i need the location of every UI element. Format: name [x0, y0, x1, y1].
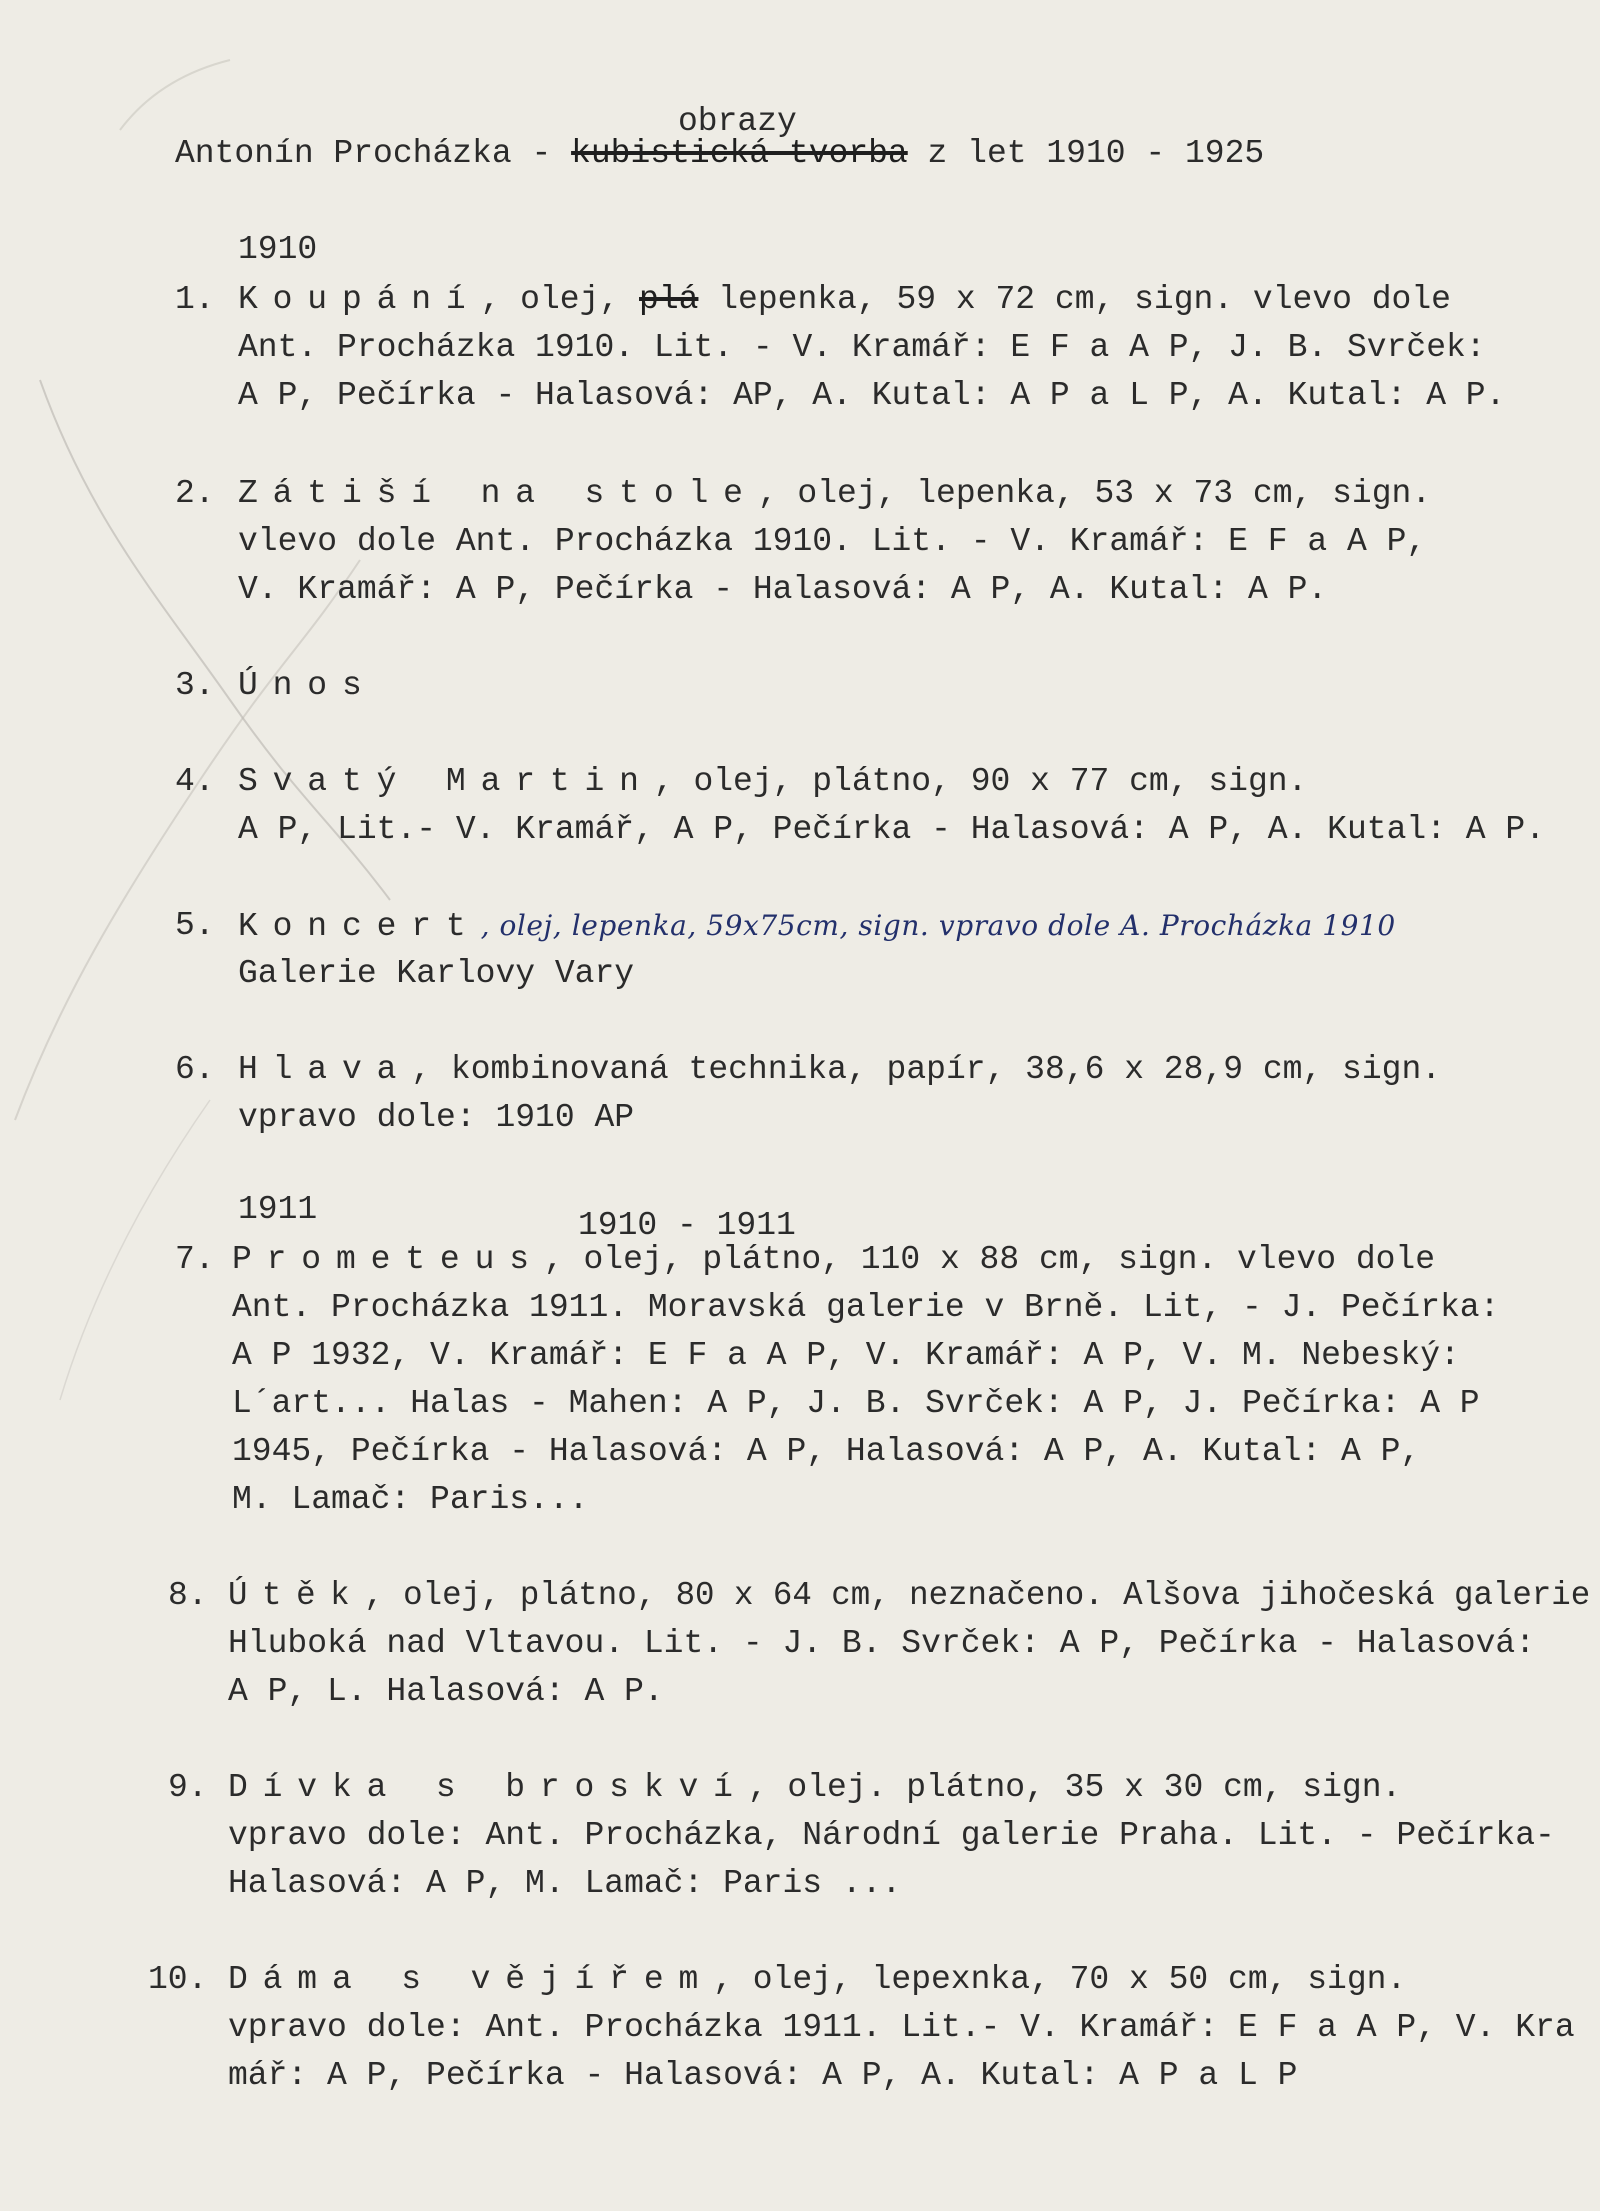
handwritten-annotation: , olej, lepenka, 59x75cm, sign. vpravo dole A. Procházka 1910	[480, 909, 1396, 942]
entry-4-line-1: Svatý Martin, olej, plátno, 90 x 77 cm, sign.	[238, 763, 1308, 800]
entry-number: 10.	[148, 1961, 208, 1998]
entry-title: Útěk	[228, 1577, 365, 1614]
entry-8-line-1: Útěk, olej, plátno, 80 x 64 cm, neznačeno. Alšova jihočeská galerie	[228, 1577, 1591, 1614]
entry-7-line-6: M. Lamač: Paris...	[232, 1481, 589, 1518]
entry-9-line-1: Dívka s broskví, olej. plátno, 35 x 30 cm, sign.	[228, 1769, 1402, 1806]
entry-number: 9.	[168, 1769, 208, 1806]
entry-10-line-3: mář: A P, Pečírka - Halasová: A P, A. Kutal: A P a L P	[228, 2057, 1298, 2094]
entry-6-line-2: vpravo dole: 1910 AP	[238, 1099, 635, 1136]
entry-number: 1.	[175, 281, 215, 318]
entry-6-line-1: Hlava, kombinovaná technika, papír, 38,6 x 28,9 cm, sign.	[238, 1051, 1442, 1088]
entry-7-line-4: L´art... Halas - Mahen: A P, J. B. Svrček: A P, J. Pečírka: A P	[232, 1385, 1480, 1422]
entry-9-line-2: vpravo dole: Ant. Procházka, Národní galerie Praha. Lit. - Pečírka-	[228, 1817, 1555, 1854]
entry-title: Koncert	[238, 908, 481, 945]
entry-title: Koupání	[238, 281, 481, 318]
entry-title: Únos	[238, 667, 377, 704]
header-title	[175, 130, 1264, 178]
entry-4-line-2: A P, Lit.- V. Kramář, A P, Pečírka - Halasová: A P, A. Kutal: A P.	[238, 811, 1546, 848]
entry-7-line-5: 1945, Pečírka - Halasová: A P, Halasová: A P, A. Kutal: A P,	[232, 1433, 1421, 1470]
entry-3-line-1	[238, 662, 377, 710]
entry-title: Dívka s broskví	[228, 1769, 748, 1806]
entry-7-line-1: Prometeus, olej, plátno, 110 x 88 cm, sign. vlevo dole	[232, 1241, 1436, 1278]
entry-2-line-3: V. Kramář: A P, Pečírka - Halasová: A P, A. Kutal: A P.	[238, 571, 1328, 608]
entry-title: Hlava	[238, 1051, 412, 1088]
entry-5-line-2: Galerie Karlovy Vary	[238, 955, 635, 992]
entry-7-line-2: Ant. Procházka 1911. Moravská galerie v Brně. Lit, - J. Pečírka:	[232, 1289, 1500, 1326]
header-date-range: z let 1910 - 1925	[927, 135, 1265, 172]
entry-8-line-3: A P, L. Halasová: A P.	[228, 1673, 664, 1710]
entry-number: 4.	[175, 763, 215, 800]
entry-number: 8.	[168, 1577, 208, 1614]
section-year-1910: 1910	[238, 231, 318, 268]
entry-1-line-1: Koupání, olej, plá lepenka, 59 x 72 cm, sign. vlevo dole	[238, 281, 1451, 318]
header-insertion: obrazy	[678, 103, 797, 140]
entry-10-line-1: Dáma s vějířem, olej, lepexnka, 70 x 50 cm, sign.	[228, 1961, 1407, 1998]
entry-2-line-2: vlevo dole Ant. Procházka 1910. Lit. - V. Kramář: E F a A P,	[238, 523, 1427, 560]
entry-10-line-2: vpravo dole: Ant. Procházka 1911. Lit.- V. Kramář: E F a A P, V. Kra	[228, 2009, 1575, 2046]
entry-title: Svatý Martin	[238, 763, 654, 800]
entry-number: 3.	[175, 667, 215, 704]
header-author: Antonín Procházka -	[175, 135, 552, 172]
entry-title: Prometeus	[232, 1241, 544, 1278]
entry-number: 6.	[175, 1051, 215, 1088]
entry-title: Dáma s vějířem	[228, 1961, 714, 1998]
entry-5-line-1	[238, 902, 1396, 951]
entry-number: 2.	[175, 475, 215, 512]
entry-number: 5.	[175, 907, 215, 944]
section-year-1911: 1911	[238, 1191, 318, 1228]
header-struck-text: kubistická tvorba	[571, 135, 908, 172]
entry-number: 7.	[175, 1241, 215, 1278]
entry-1-line-3: A P, Pečírka - Halasová: AP, A. Kutal: A P a L P, A. Kutal: A P.	[238, 377, 1506, 414]
entry-title: Zátiší na stole	[238, 475, 758, 512]
entry-1-line-2: Ant. Procházka 1910. Lit. - V. Kramář: E F a A P, J. B. Svrček:	[238, 329, 1486, 366]
entry-8-line-2: Hluboká nad Vltavou. Lit. - J. B. Svrček: A P, Pečírka - Halasová:	[228, 1625, 1536, 1662]
entry-9-line-3: Halasová: A P, M. Lamač: Paris ...	[228, 1865, 902, 1902]
entry-7-line-3: A P 1932, V. Kramář: E F a A P, V. Kramář: A P, V. M. Nebeský:	[232, 1337, 1460, 1374]
section-year-1910-1911: 1910 - 1911	[578, 1207, 796, 1244]
entry-2-line-1: Zátiší na stole, olej, lepenka, 53 x 73 cm, sign.	[238, 475, 1432, 512]
